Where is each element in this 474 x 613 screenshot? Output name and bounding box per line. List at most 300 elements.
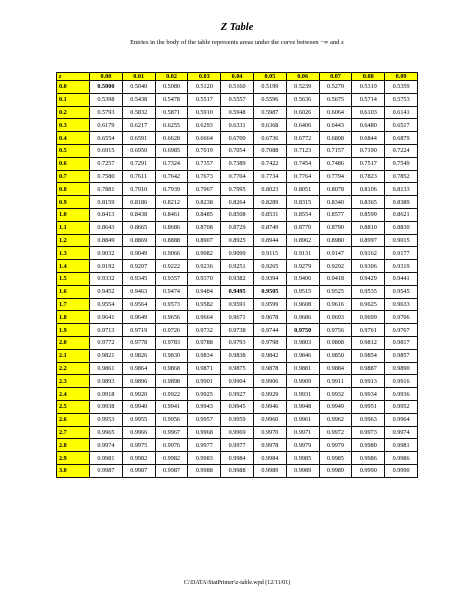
table-cell: 0.9699 (352, 311, 385, 324)
table-cell: 0.5557 (221, 93, 254, 106)
table-cell: 0.9901 (188, 375, 221, 388)
table-cell: 0.9890 (385, 362, 418, 375)
table-cell: 0.5398 (90, 93, 123, 106)
table-cell: 0.9032 (90, 247, 123, 260)
table-cell: 0.9896 (122, 375, 155, 388)
row-header: 0.4 (57, 132, 90, 145)
table-cell: 0.9279 (286, 260, 319, 273)
table-cell: 0.9554 (90, 298, 123, 311)
table-cell: 0.7642 (155, 170, 188, 183)
table-cell: 0.9306 (352, 260, 385, 273)
table-cell: 0.9948 (286, 400, 319, 413)
table-cell: 0.8869 (122, 234, 155, 247)
table-cell: 0.8997 (352, 234, 385, 247)
table-cell: 0.9969 (221, 426, 254, 439)
table-cell: 0.7054 (221, 144, 254, 157)
table-cell: 0.6554 (90, 132, 123, 145)
table-cell: 0.8531 (253, 208, 286, 221)
table-row (57, 106, 418, 119)
table-cell: 0.8944 (253, 234, 286, 247)
table-row (57, 400, 418, 413)
table-cell: 0.5000 (90, 81, 123, 94)
table-cell: 0.9980 (352, 439, 385, 452)
table-cell: 0.9854 (352, 349, 385, 362)
table-header-row (57, 73, 418, 81)
table-cell: 0.9981 (90, 452, 123, 465)
table-cell: 0.8413 (90, 208, 123, 221)
table-cell: 0.8665 (122, 221, 155, 234)
table-cell: 0.9535 (352, 285, 385, 298)
table-cell: 0.9429 (352, 272, 385, 285)
table-cell: 0.5359 (385, 81, 418, 94)
table-cell: 0.9826 (122, 349, 155, 362)
table-row (57, 144, 418, 157)
table-cell: 0.9573 (155, 298, 188, 311)
table-cell: 0.8830 (385, 221, 418, 234)
table-cell: 0.6331 (221, 119, 254, 132)
table-cell: 0.6293 (188, 119, 221, 132)
row-header: 0.5 (57, 144, 90, 157)
row-header: 0.7 (57, 170, 90, 183)
table-cell: 0.9961 (286, 413, 319, 426)
table-cell: 0.5714 (352, 93, 385, 106)
table-cell: 0.6480 (352, 119, 385, 132)
table-cell: 0.9978 (253, 439, 286, 452)
column-header: 0.07 (319, 73, 352, 81)
table-cell: 0.8485 (188, 208, 221, 221)
table-cell: 0.5871 (155, 106, 188, 119)
row-header: 0.9 (57, 196, 90, 209)
table-cell: 0.9898 (155, 375, 188, 388)
table-cell: 0.9974 (385, 426, 418, 439)
row-header: 0.0 (57, 81, 90, 94)
table-cell: 0.9984 (253, 452, 286, 465)
table-cell: 0.8577 (319, 208, 352, 221)
table-cell: 0.6443 (319, 119, 352, 132)
table-cell: 0.9922 (155, 388, 188, 401)
table-cell: 0.7549 (385, 157, 418, 170)
table-row (57, 234, 418, 247)
table-cell: 0.9357 (155, 272, 188, 285)
row-header: 1.2 (57, 234, 90, 247)
table-cell: 0.6255 (155, 119, 188, 132)
table-cell: 0.9956 (155, 413, 188, 426)
table-cell: 0.9778 (122, 336, 155, 349)
table-row (57, 170, 418, 183)
table-cell: 0.9082 (188, 247, 221, 260)
table-cell: 0.7019 (188, 144, 221, 157)
table-cell: 0.9846 (286, 349, 319, 362)
table-cell: 0.8925 (221, 234, 254, 247)
table-cell: 0.7422 (253, 157, 286, 170)
table-cell: 0.9932 (319, 388, 352, 401)
corner-header: z (57, 73, 90, 81)
column-header: 0.09 (385, 73, 418, 81)
table-cell: 0.7580 (90, 170, 123, 183)
table-cell: 0.9918 (90, 388, 123, 401)
column-header: 0.08 (352, 73, 385, 81)
row-header: 1.3 (57, 247, 90, 260)
table-cell: 0.7673 (188, 170, 221, 183)
table-cell: 0.8554 (286, 208, 319, 221)
table-cell: 0.9934 (352, 388, 385, 401)
table-cell: 0.6985 (155, 144, 188, 157)
table-row (57, 285, 418, 298)
table-cell: 0.7852 (385, 170, 418, 183)
table-cell: 0.9525 (319, 285, 352, 298)
column-header: 0.03 (188, 73, 221, 81)
table-cell: 0.9738 (221, 324, 254, 337)
table-row (57, 375, 418, 388)
table-row (57, 157, 418, 170)
table-cell: 0.9953 (90, 413, 123, 426)
table-cell: 0.9911 (319, 375, 352, 388)
table-cell: 0.9941 (155, 400, 188, 413)
table-cell: 0.9931 (286, 388, 319, 401)
page-title: Z Table (220, 22, 254, 33)
table-cell: 0.5636 (286, 93, 319, 106)
page-subtitle: Entries in the body of the table represents areas under the curve between −∞ and z (130, 39, 344, 46)
column-header: 0.05 (253, 73, 286, 81)
column-header: 0.01 (122, 73, 155, 81)
table-cell: 0.9251 (221, 260, 254, 273)
table-cell: 0.9370 (188, 272, 221, 285)
table-cell: 0.7257 (90, 157, 123, 170)
row-header: 2.7 (57, 426, 90, 439)
table-row (57, 196, 418, 209)
table-cell: 0.8078 (319, 183, 352, 196)
table-cell: 0.5987 (253, 106, 286, 119)
table-cell: 0.9656 (155, 311, 188, 324)
table-cell: 0.9973 (352, 426, 385, 439)
table-cell: 0.6950 (122, 144, 155, 157)
table-cell: 0.9564 (122, 298, 155, 311)
table-cell: 0.9881 (286, 362, 319, 375)
column-header: 0.00 (90, 73, 123, 81)
table-cell: 0.8810 (352, 221, 385, 234)
table-cell: 0.9842 (253, 349, 286, 362)
table-cell: 0.8849 (90, 234, 123, 247)
row-header: 0.6 (57, 157, 90, 170)
table-cell: 0.9049 (122, 247, 155, 260)
row-header: 3.0 (57, 464, 90, 477)
row-header: 1.9 (57, 324, 90, 337)
table-cell: 0.9265 (253, 260, 286, 273)
table-cell: 0.8888 (155, 234, 188, 247)
table-cell: 0.8051 (286, 183, 319, 196)
table-cell: 0.6179 (90, 119, 123, 132)
table-cell: 0.5438 (122, 93, 155, 106)
table-cell: 0.6879 (385, 132, 418, 145)
table-cell: 0.9878 (253, 362, 286, 375)
table-cell: 0.7881 (90, 183, 123, 196)
table-cell: 0.7517 (352, 157, 385, 170)
table-cell: 0.8238 (188, 196, 221, 209)
table-cell: 0.9985 (286, 452, 319, 465)
table-cell: 0.9957 (188, 413, 221, 426)
table-cell: 0.8023 (253, 183, 286, 196)
table-cell: 0.9192 (90, 260, 123, 273)
table-cell: 0.9920 (122, 388, 155, 401)
table-cell: 0.5199 (253, 81, 286, 94)
table-row (57, 413, 418, 426)
table-cell: 0.9808 (319, 336, 352, 349)
table-cell: 0.9986 (385, 452, 418, 465)
table-cell: 0.7910 (122, 183, 155, 196)
table-cell: 0.9591 (221, 298, 254, 311)
table-cell: 0.9633 (385, 298, 418, 311)
table-cell: 0.7454 (286, 157, 319, 170)
column-header: 0.06 (286, 73, 319, 81)
table-cell: 0.6844 (352, 132, 385, 145)
table-cell: 0.9830 (155, 349, 188, 362)
table-cell: 0.9988 (221, 464, 254, 477)
table-cell: 0.6026 (286, 106, 319, 119)
table-cell: 0.8643 (90, 221, 123, 234)
table-cell: 0.9783 (155, 336, 188, 349)
table-cell: 0.8461 (155, 208, 188, 221)
table-cell: 0.9976 (155, 439, 188, 452)
row-header: 1.0 (57, 208, 90, 221)
table-cell: 0.8749 (253, 221, 286, 234)
table-cell: 0.9913 (352, 375, 385, 388)
table-cell: 0.9441 (385, 272, 418, 285)
table-cell: 0.9987 (122, 464, 155, 477)
row-header: 1.8 (57, 311, 90, 324)
table-cell: 0.9394 (253, 272, 286, 285)
table-cell: 0.9761 (352, 324, 385, 337)
table-row (57, 464, 418, 477)
row-header: 0.8 (57, 183, 90, 196)
row-header: 2.6 (57, 413, 90, 426)
table-cell: 0.6915 (90, 144, 123, 157)
table-cell: 0.7704 (221, 170, 254, 183)
table-cell: 0.8159 (90, 196, 123, 209)
row-header: 2.5 (57, 400, 90, 413)
table-row (57, 349, 418, 362)
table-cell: 0.9834 (188, 349, 221, 362)
table-cell: 0.9959 (221, 413, 254, 426)
column-header: 0.02 (155, 73, 188, 81)
table-cell: 0.9292 (319, 260, 352, 273)
table-cell: 0.9732 (188, 324, 221, 337)
table-cell: 0.9989 (253, 464, 286, 477)
table-cell: 0.7324 (155, 157, 188, 170)
table-row (57, 388, 418, 401)
table-cell: 0.9406 (286, 272, 319, 285)
table-cell: 0.7486 (319, 157, 352, 170)
table-cell: 0.9904 (221, 375, 254, 388)
table-cell: 0.9772 (90, 336, 123, 349)
table-cell: 0.9966 (122, 426, 155, 439)
table-cell: 0.9625 (352, 298, 385, 311)
table-cell: 0.7823 (352, 170, 385, 183)
table-cell: 0.9418 (319, 272, 352, 285)
table-cell: 0.9979 (319, 439, 352, 452)
table-cell: 0.9968 (188, 426, 221, 439)
table-cell: 0.9986 (352, 452, 385, 465)
table-cell: 0.9906 (253, 375, 286, 388)
table-cell: 0.8907 (188, 234, 221, 247)
table-cell: 0.8186 (122, 196, 155, 209)
table-cell: 0.5753 (385, 93, 418, 106)
table-cell: 0.9817 (385, 336, 418, 349)
table-row (57, 336, 418, 349)
table-cell: 0.9936 (385, 388, 418, 401)
table-cell: 0.9946 (253, 400, 286, 413)
table-cell: 0.9693 (319, 311, 352, 324)
table-cell: 0.9967 (155, 426, 188, 439)
table-cell: 0.9678 (253, 311, 286, 324)
table-cell: 0.9015 (385, 234, 418, 247)
table-cell: 0.5517 (188, 93, 221, 106)
table-cell: 0.9955 (122, 413, 155, 426)
table-cell: 0.9983 (188, 452, 221, 465)
table-cell: 0.8212 (155, 196, 188, 209)
table-row (57, 439, 418, 452)
table-cell: 0.8962 (286, 234, 319, 247)
table-cell: 0.9505 (253, 285, 286, 298)
table-cell: 0.9974 (90, 439, 123, 452)
table-cell: 0.9649 (122, 311, 155, 324)
table-cell: 0.7995 (221, 183, 254, 196)
table-body (57, 81, 418, 478)
table-cell: 0.9965 (90, 426, 123, 439)
table-cell: 0.9545 (385, 285, 418, 298)
table-cell: 0.5239 (286, 81, 319, 94)
table-cell: 0.5832 (122, 106, 155, 119)
table-cell: 0.9719 (122, 324, 155, 337)
table-cell: 0.5040 (122, 81, 155, 94)
table-cell: 0.9916 (385, 375, 418, 388)
table-cell: 0.9864 (122, 362, 155, 375)
table-cell: 0.7734 (253, 170, 286, 183)
table-cell: 0.9222 (155, 260, 188, 273)
table-cell: 0.9793 (221, 336, 254, 349)
table-cell: 0.9861 (90, 362, 123, 375)
table-cell: 0.9744 (253, 324, 286, 337)
table-cell: 0.6628 (155, 132, 188, 145)
table-cell: 0.9949 (319, 400, 352, 413)
table-cell: 0.9982 (122, 452, 155, 465)
table-cell: 0.9868 (155, 362, 188, 375)
table-cell: 0.9099 (221, 247, 254, 260)
table-cell: 0.8708 (188, 221, 221, 234)
table-cell: 0.9960 (253, 413, 286, 426)
table-cell: 0.6664 (188, 132, 221, 145)
table-cell: 0.5080 (155, 81, 188, 94)
table-cell: 0.9927 (221, 388, 254, 401)
table-row (57, 324, 418, 337)
table-cell: 0.9671 (221, 311, 254, 324)
table-cell: 0.6808 (319, 132, 352, 145)
table-cell: 0.7123 (286, 144, 319, 157)
table-cell: 0.9964 (385, 413, 418, 426)
table-cell: 0.7764 (286, 170, 319, 183)
table-cell: 0.8133 (385, 183, 418, 196)
table-cell: 0.9990 (352, 464, 385, 477)
table-cell: 0.9319 (385, 260, 418, 273)
row-header: 1.7 (57, 298, 90, 311)
table-cell: 0.8729 (221, 221, 254, 234)
row-header: 1.6 (57, 285, 90, 298)
table-cell: 0.9963 (352, 413, 385, 426)
row-header: 2.9 (57, 452, 90, 465)
table-cell: 0.9812 (352, 336, 385, 349)
table-cell: 0.6406 (286, 119, 319, 132)
table-cell: 0.9750 (286, 324, 319, 337)
table-cell: 0.9767 (385, 324, 418, 337)
table-cell: 0.9177 (385, 247, 418, 260)
table-cell: 0.9345 (122, 272, 155, 285)
table-cell: 0.9616 (319, 298, 352, 311)
table-cell: 0.9982 (155, 452, 188, 465)
row-header: 2.3 (57, 375, 90, 388)
table-cell: 0.8770 (286, 221, 319, 234)
table-cell: 0.7088 (253, 144, 286, 157)
table-cell: 0.7291 (122, 157, 155, 170)
table-cell: 0.6517 (385, 119, 418, 132)
table-cell: 0.8365 (352, 196, 385, 209)
table-cell: 0.9599 (253, 298, 286, 311)
table-cell: 0.7224 (385, 144, 418, 157)
table-cell: 0.9952 (385, 400, 418, 413)
table-cell: 0.9686 (286, 311, 319, 324)
table-row (57, 81, 418, 94)
table-cell: 0.9929 (253, 388, 286, 401)
table-cell: 0.5279 (319, 81, 352, 94)
table-cell: 0.9940 (122, 400, 155, 413)
table-cell: 0.5948 (221, 106, 254, 119)
table-cell: 0.9788 (188, 336, 221, 349)
table-cell: 0.9857 (385, 349, 418, 362)
row-header: 2.8 (57, 439, 90, 452)
row-header: 1.4 (57, 260, 90, 273)
table-cell: 0.8621 (385, 208, 418, 221)
table-cell: 0.5596 (253, 93, 286, 106)
table-cell: 0.6368 (253, 119, 286, 132)
table-row (57, 183, 418, 196)
table-cell: 0.9979 (286, 439, 319, 452)
table-cell: 0.8389 (385, 196, 418, 209)
table-row (57, 221, 418, 234)
table-cell: 0.9943 (188, 400, 221, 413)
table-cell: 0.9515 (286, 285, 319, 298)
table-row (57, 426, 418, 439)
table-cell: 0.9945 (221, 400, 254, 413)
table-cell: 0.9495 (221, 285, 254, 298)
table-cell: 0.9977 (188, 439, 221, 452)
table-cell: 0.9838 (221, 349, 254, 362)
table-cell: 0.8264 (221, 196, 254, 209)
table-cell: 0.7389 (221, 157, 254, 170)
table-cell: 0.9981 (385, 439, 418, 452)
table-cell: 0.6064 (319, 106, 352, 119)
table-row (57, 260, 418, 273)
table-cell: 0.9962 (319, 413, 352, 426)
table-cell: 0.9803 (286, 336, 319, 349)
footer-path: C:\DATA\StatPrimer\z-table.wpd (12/11/01) (183, 580, 291, 586)
table-cell: 0.5793 (90, 106, 123, 119)
table-cell: 0.9713 (90, 324, 123, 337)
table-cell: 0.7157 (319, 144, 352, 157)
row-header: 2.1 (57, 349, 90, 362)
table-cell: 0.8599 (352, 208, 385, 221)
table-cell: 0.9951 (352, 400, 385, 413)
table-cell: 0.7357 (188, 157, 221, 170)
table-cell: 0.5120 (188, 81, 221, 94)
table-cell: 0.9970 (253, 426, 286, 439)
